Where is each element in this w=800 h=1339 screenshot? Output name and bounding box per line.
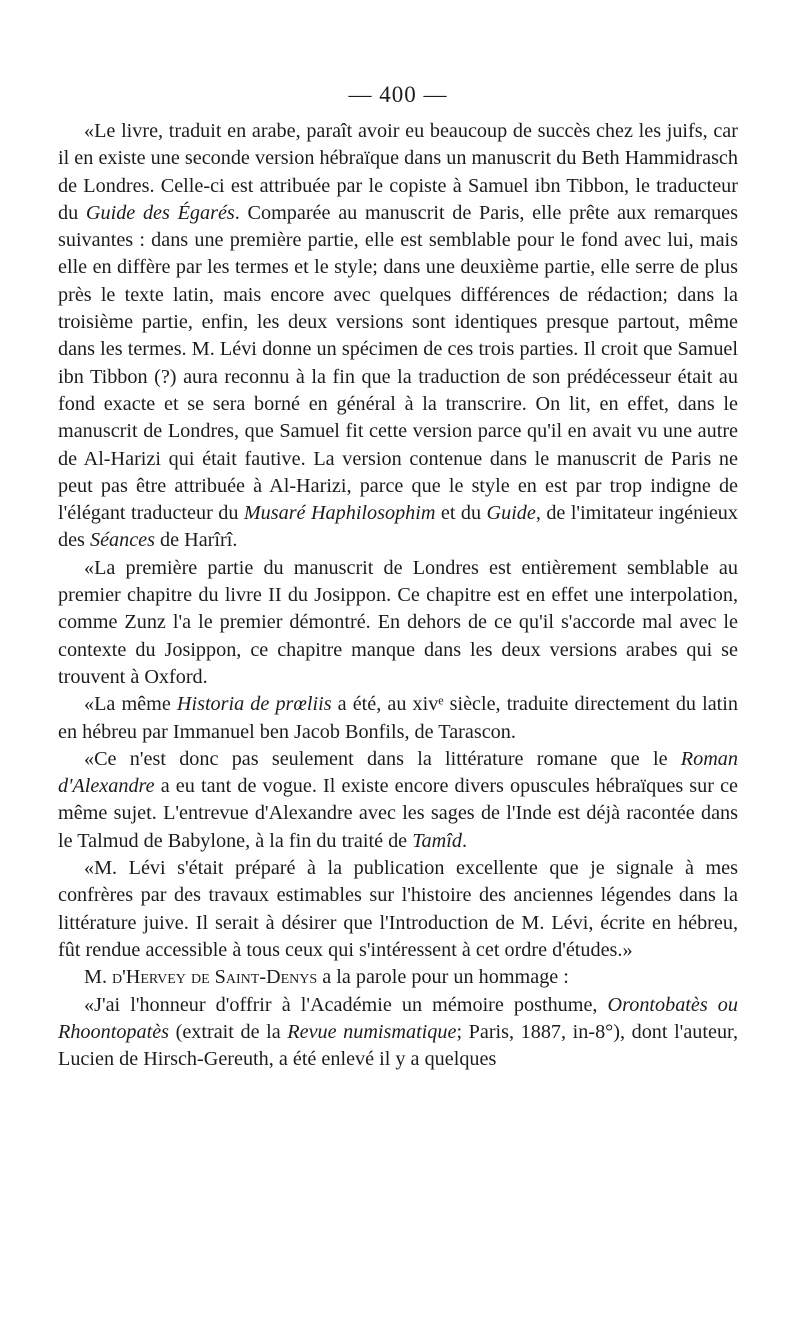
paragraph-7: «J'ai l'honneur d'offrir à l'Académie un mémoire posthume, Orontobatès ou Rhoontopatès (extrait de la Revue numismatique; Paris, 1887, in-8°), dont l'auteur, Lucien de Hirsch-Gereuth, a été enlevé il y a quelques — [58, 993, 738, 1071]
document-page — [58, 82, 738, 1073]
paragraph-2: «La première partie du manuscrit de Londres est entièrement semblable au premier chapitre du livre II du Josippon. Ce chapitre est en effet une interpolation, comme Zunz l'a le premier démontré. En dehors de ce qu'il s'accorde mal avec le contexte du Josippon, ce chapitre manque dans les deux versions arabes qui se trouvent à Oxford. — [58, 556, 738, 688]
paragraph-6: M. d'Hervey de Saint-Denys a la parole pour un hommage : — [84, 966, 569, 989]
page-number: — 400 — — [348, 82, 448, 107]
paragraph-3: «La même Historia de prœliis a été, au xivᵉ siècle, traduite directement du latin en hébreu par Immanuel ben Jacob Bonfils, de Tarascon. — [58, 693, 738, 743]
paragraph-5: «M. Lévi s'était préparé à la publication excellente que je signale à mes confrères par des travaux estimables sur l'histoire des anciennes légendes dans la littérature juive. Il serait à désirer que l'Introduction de M. Lévi, écrite en hébreu, fût rendue accessible à tous ceux qui s'intéressent à cet ordre d'études.» — [58, 857, 738, 961]
paragraph-1: «Le livre, traduit en arabe, paraît avoir eu beaucoup de succès chez les juifs, car il en existe une seconde version hébraïque dans un manuscrit du Beth Hammidrasch de Londres. Celle-ci est attribuée par le copiste à Samuel ibn Tibbon, le traducteur du Guide des Égarés. Comparée au manuscrit de Paris, elle prête aux remarques suivantes : dans une première partie, elle est semblable pour le fond avec lui, mais elle en diffère par les termes et le style; dans une deuxième partie, elle serre de plus près le texte latin, mais encore avec quelques différences de rédaction; dans la troisième partie, enfin, les deux versions sont identiques presque partout, même dans les termes. M. Lévi donne un spécimen de ces trois parties. Il croit que Samuel ibn Tibbon (?) aura reconnu à la fin que la traduction de son prédécesseur était au fond exacte et se sera borné en général à la transcrire. On lit, en effet, dans le manuscrit de Londres, que Samuel fit cette version parce qu'il en avait vu une autre de Al-Harizi qui était fautive. La version contenue dans le manuscrit de Paris ne peut pas être attribuée à Al-Harizi, parce que le style en est par trop indigne de l'élégant traducteur du Musaré Haphilosophim et du Guide, de l'imitateur ingénieux des Séances de Harîrî. — [58, 120, 738, 552]
paragraph-4: «Ce n'est donc pas seulement dans la littérature romane que le Roman d'Alexandre a eu tant de vogue. Il existe encore divers opuscules hébraïques sur ce même sujet. L'entrevue d'Alexandre avec les sages de l'Inde est déjà racontée dans le Talmud de Babylone, à la fin du traité de Tamîd. — [58, 747, 738, 852]
